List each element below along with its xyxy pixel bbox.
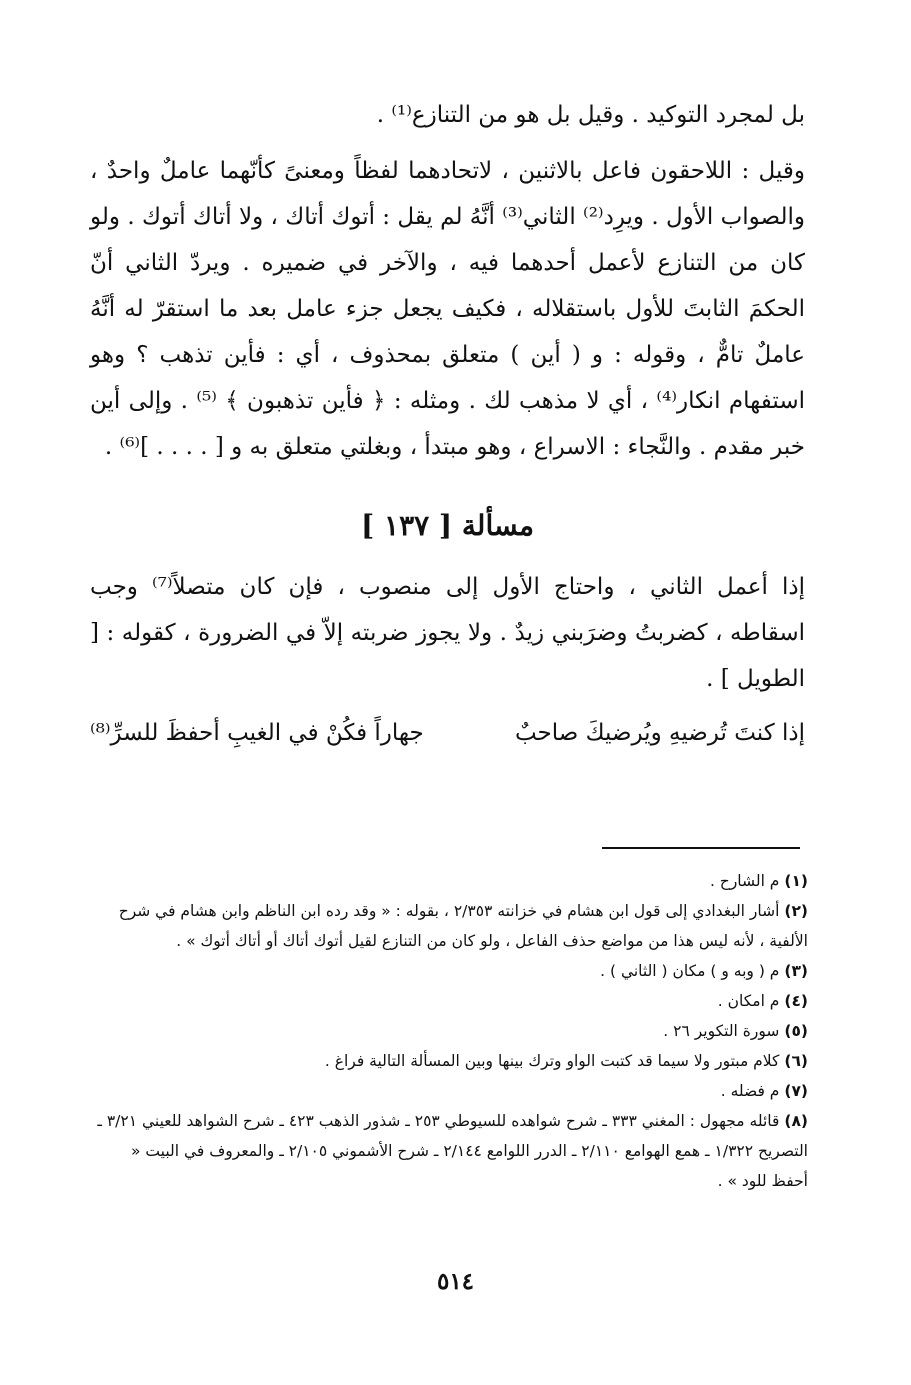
- footnote-text: م امكان .: [717, 992, 780, 1010]
- verse-second-hemistich: جهاراً فكُنْ في الغيبِ أحفظَ للسرِّ⁽⁸⁾: [90, 720, 424, 746]
- footnotes: [90, 866, 808, 1196]
- main-text: [90, 92, 805, 756]
- footnote-text: قائله مجهول : المغني ٣٣٣ ـ شرح شواهده للسيوطي ٢٥٣ ـ شذور الذهب ٤٢٣ ـ شرح الشواهد للعيني ٣/٢١ ـ التصريح ١/٣٢٢ ـ همع الهوامع ٢/١١٠ ـ الدرر اللوامع ٢/١٤٤ ـ شرح الأشموني ٢/١٠٥ ـ والمعروف في البيت « أحفظ للود » .: [97, 1112, 808, 1190]
- footnote-7: [90, 1076, 808, 1106]
- verse-first-hemistich: إذا كنتَ تُرضيهِ ويُرضيكَ صاحبٌ: [514, 720, 805, 746]
- footnote-number: (٦): [784, 1052, 808, 1070]
- footnote-number: (٤): [784, 992, 808, 1010]
- footnote-text: سورة التكوير ٢٦ .: [663, 1022, 780, 1040]
- footnote-6: [90, 1046, 808, 1076]
- footnote-text: م فضله .: [720, 1082, 780, 1100]
- footnote-4: [90, 986, 808, 1016]
- footnote-1: [90, 866, 808, 896]
- paragraph-3: إذا أعمل الثاني ، واحتاج الأول إلى منصوب ، فإن كان متصلاً⁽⁷⁾ وجب اسقاطه ، كضربتُ وضرَبني زيدٌ . ولا يجوز ضربته إلاّ في الضرورة ، كقوله : [ الطويل ] .: [90, 574, 805, 692]
- footnote-text: م الشارح .: [709, 872, 780, 890]
- poetry-verse: [90, 710, 805, 756]
- section-heading: مسألة [ ١٣٧ ]: [361, 509, 534, 542]
- footnote-number: (٣): [784, 962, 808, 980]
- paragraph-1: بل لمجرد التوكيد . وقيل بل هو من التنازع⁽¹⁾ .: [376, 102, 805, 128]
- footnote-number: (٧): [784, 1082, 808, 1100]
- footnote-number: (١): [784, 872, 808, 890]
- footnote-number: (٨): [784, 1112, 808, 1130]
- footnote-3: [90, 956, 808, 986]
- footnote-text: م ( وبه و ) مكان ( الثاني ) .: [600, 962, 780, 980]
- footnote-text: كلام مبتور ولا سيما قد كتبت الواو وترك بينها وبين المسألة التالية فراغ .: [324, 1052, 780, 1070]
- footnote-number: (٢): [784, 902, 808, 920]
- footnote-text: أشار البغدادي إلى قول ابن هشام في خزانته ٢/٣٥٣ ، بقوله : « وقد رده ابن الناظم وابن هشام في شرح الألفية ، لأنه ليس هذا من مواضع حذف الفاعل ، ولو كان من التنازع لقيل أتوك أتاك أو أتاك أتوك » .: [118, 902, 808, 950]
- footnote-5: [90, 1016, 808, 1046]
- footnote-2: [90, 896, 808, 956]
- paragraph-2: وقيل : اللاحقون فاعل بالاثنين ، لاتحادهما لفظاً ومعنىً كأنّهما عاملٌ واحدٌ ، والصواب الأول . ويرِد⁽²⁾ الثاني⁽³⁾ أنَّهُ لم يقل : أتوك أتاك ، ولا أتاك أتوك . ولو كان من التنازع لأعمل أحدهما فيه ، والآخر في ضميره . ويردّ الثاني أنّ الحكمَ الثابتَ للأول باستقلاله ، فكيف يجعل جزء عامل بعد ما استقرّ له أنَّهُ عاملٌ تامٌّ ، وقوله : و ( أين ) متعلق بمحذوف ، أي : فأين تذهب ؟ وهو استفهام انكار⁽⁴⁾ ، أي لا مذهب لك . ومثله : ﴿ فأين تذهبون ﴾ ⁽⁵⁾ . وإلى أين خبر مقدم . والنَّجاء : الاسراع ، وهو مبتدأ ، وبغلتي متعلق به و [ . . . . ]⁽⁶⁾ .: [90, 158, 806, 460]
- footnote-number: (٥): [784, 1022, 808, 1040]
- footnote-separator: [602, 847, 800, 849]
- page-number: ٥١٤: [436, 1268, 475, 1295]
- footnote-8: [90, 1106, 808, 1196]
